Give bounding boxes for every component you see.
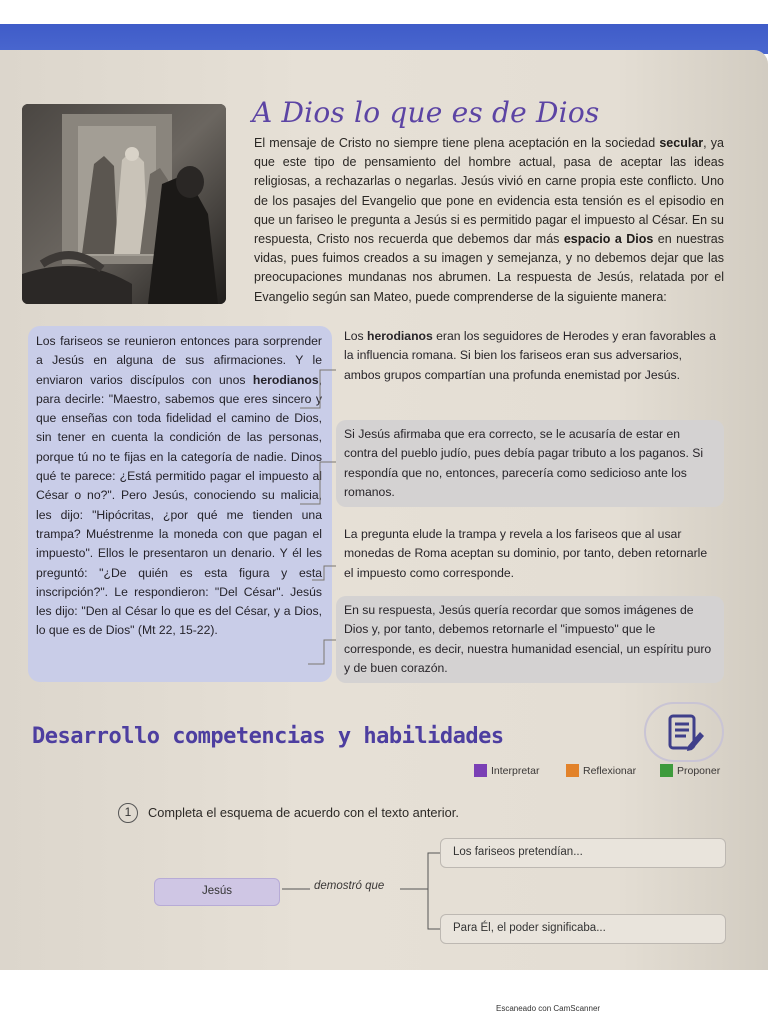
legend-label-reflexionar: Reflexionar bbox=[583, 764, 637, 777]
legend-swatch-green bbox=[660, 764, 673, 777]
gospel-text-1: Los fariseos se reunieron entonces para sorprender a Jesús en alguna de sus afirmaciones. Y le enviaron varios discípulos con unos bbox=[36, 334, 322, 387]
legend-label-proponer: Proponer bbox=[677, 764, 721, 777]
intro-bold-espacio-dios: espacio a Dios bbox=[563, 232, 654, 247]
legend-label-interpretar: Interpretar bbox=[491, 764, 540, 777]
intro-text-3: en nuestras vidas, pues fuimos creados a su imagen y semejanza, y no debemos dejar que las preocupaciones mundanas nos abrumen. La respuesta de Jesús, relatada por el Evangelio según san Mateo, puede comprenderse de la siguiente manera: bbox=[254, 232, 725, 304]
gospel-text-2: , para decirle: "Maestro, sabemos que eres sincero y que enseñas con toda fidelidad el camino de Dios, sin tener en cuenta la condición de las personas, porque tú no te fijas en la categoría de nadie. Dinos qué te parece: ¿Está permitido pagar el impuesto al César o no?". Pero Jesús, conociendo su malicia, les dijo: "Hipócritas, ¿por qué me tienden una trampa? Muéstrenme la moneda con que pagan el impuesto". Ellos le presentaron un denario. Y él les preguntó: "¿De quién es esta figura y esta inscripción?". Le respondieron: "Del César". Jesús les dijo: "Den al César lo que es del César, y a Dios, lo que es de Dios" (Mt 22, 15-22). bbox=[36, 372, 322, 638]
note-trap: La pregunta elude la trampa y revela a los fariseos que al usar monedas de Roma aceptan su dominio, por tanto, deben retornarle el impuesto como corresponde. bbox=[344, 527, 708, 580]
section-title: Desarrollo competencias y habilidades bbox=[32, 724, 504, 749]
legend-swatch-purple bbox=[474, 764, 487, 777]
scanner-watermark: Escaneado con CamScanner bbox=[496, 1004, 601, 1013]
lesson-title: A Dios lo que es de Dios bbox=[252, 96, 600, 129]
intro-bold-secular: secular bbox=[659, 136, 704, 150]
note-1-bold: herodianos bbox=[367, 329, 433, 343]
legend-swatch-orange bbox=[566, 764, 579, 777]
notebook-pencil-icon bbox=[644, 702, 724, 762]
note-1-text-a: Los bbox=[344, 329, 368, 343]
note-response: En su respuesta, Jesús quería recordar que somos imágenes de Dios y, por tanto, debemos retornarle el "impuesto" que le corresponde, es decir, nuestra humanidad esencial, un espíritu puro y de buen corazón. bbox=[336, 596, 724, 683]
intro-paragraph bbox=[254, 134, 724, 307]
legend-interpretar bbox=[474, 764, 539, 777]
scheme-subject-box: Jesús bbox=[154, 878, 280, 906]
answer-field-poder[interactable]: Para Él, el poder significaba... bbox=[440, 914, 726, 944]
note-1-text-c: eran los seguidores de Herodes y eran favorables a la influencia romana. Si bien los fariseos eran sus adversarios, ambos grupos compartían una profunda enemistad por Jesús. bbox=[344, 329, 716, 382]
bottom-margin bbox=[0, 970, 768, 1024]
note-herodianos bbox=[336, 322, 724, 390]
top-margin bbox=[0, 0, 768, 24]
question-number-badge: 1 bbox=[118, 803, 138, 823]
intro-text-2: , ya que este tipo de pensamiento del hombre actual, pasa de aceptar las ideas religiosas, a rechazarlas o negarlas. Jesús vivió en carne propia este conflicto. Uno de los pasajes del Evangelio que pone en evidencia esta tensión es el episodio en que un fariseo le pregunta a Jesús si es permitido pagar el impuesto al César. En su respuesta, Cristo nos recuerda que debemos dar más bbox=[254, 136, 725, 247]
gospel-bold-herodianos: herodianos bbox=[252, 372, 319, 387]
answer-field-fariseos[interactable]: Los fariseos pretendían... bbox=[440, 838, 726, 868]
scheme-connector-text: demostró que bbox=[314, 880, 385, 892]
note-dilemma: Si Jesús afirmaba que era correcto, se le acusaría de estar en contra del pueblo judío, pues debía pagar tributo a los paganos. Si respondía que no, entonces, parecería como sedicioso ante los romanos. bbox=[336, 420, 724, 507]
gospel-engraving-illustration bbox=[22, 104, 226, 304]
legend-reflexionar bbox=[566, 764, 636, 777]
intro-text-1: El mensaje de Cristo no siempre tiene plena aceptación en la sociedad bbox=[254, 136, 660, 150]
gospel-passage-box bbox=[28, 326, 332, 682]
legend-proponer bbox=[660, 764, 720, 777]
question-instruction: Completa el esquema de acuerdo con el texto anterior. bbox=[148, 805, 459, 820]
